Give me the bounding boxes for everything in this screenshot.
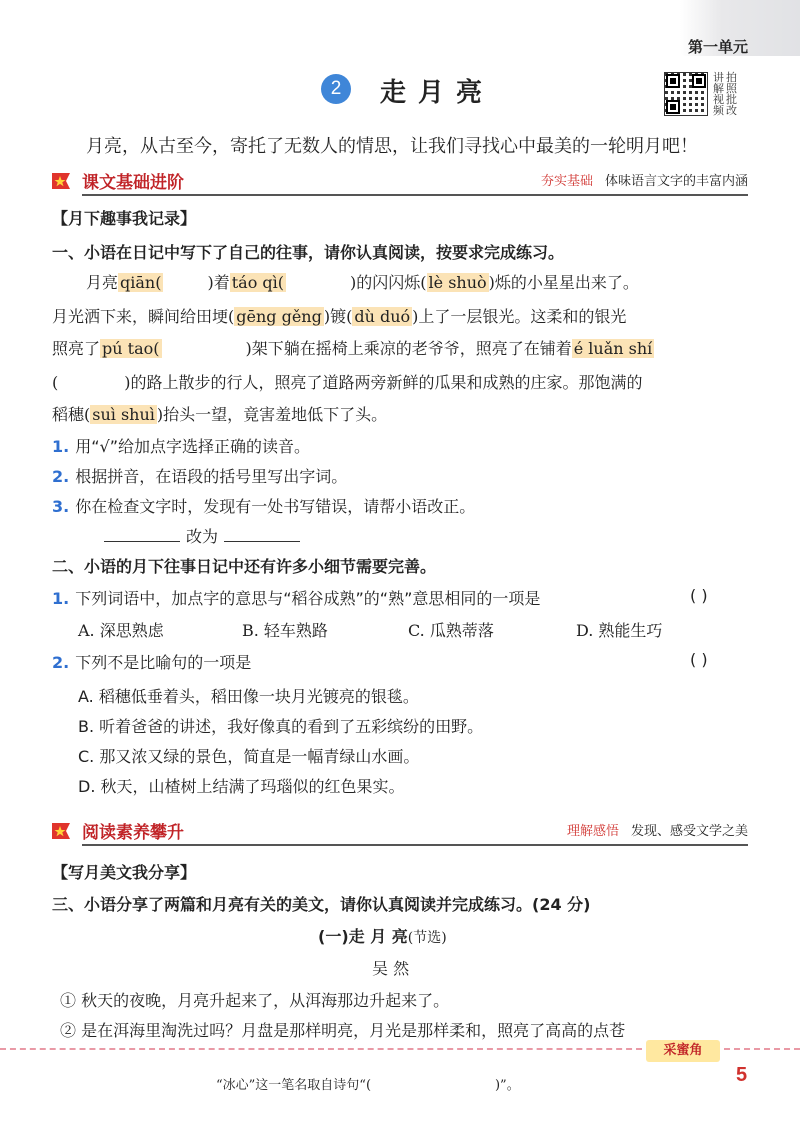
option-d[interactable]: D. 熟能生巧 bbox=[576, 621, 663, 640]
star-flag-icon bbox=[50, 170, 74, 192]
article-author: 吴 然 bbox=[372, 959, 410, 978]
question-2-heading: 二、小语的月下往事日记中还有许多小细节需要完善。 bbox=[52, 557, 437, 576]
sub-question: 2. 根据拼音，在语段的括号里写出字词。 bbox=[52, 467, 348, 486]
question-1-heading: 一、小语在日记中写下了自己的往事，请你认真阅读，按要求完成练习。 bbox=[52, 243, 565, 262]
option-c[interactable]: C. 瓜熟蒂落 bbox=[408, 621, 494, 640]
pinyin-prompt: qiān( bbox=[120, 273, 162, 292]
article-title: (一)走 月 亮(节选) bbox=[318, 927, 447, 946]
reading-choice: suì shuì bbox=[92, 405, 155, 424]
article-paragraph-2: ② 是在洱海里淘洗过吗？月盘是那样明亮，月光是那样柔和，照亮了高高的点苍 bbox=[60, 1021, 626, 1040]
pinyin-prompt: é luǎn shí bbox=[573, 339, 653, 358]
footer-divider bbox=[724, 1048, 800, 1050]
pinyin-prompt: táo qì( bbox=[231, 273, 285, 292]
reading-choice: lè shuò bbox=[428, 273, 487, 292]
lesson-title: 走月亮 bbox=[380, 78, 495, 108]
reading-choice: dù duó bbox=[354, 307, 411, 326]
topic-tag: 【月下趣事我记录】 bbox=[52, 209, 197, 228]
pinyin-prompt: pú tao( bbox=[102, 339, 160, 358]
diary-line-4: ( )的路上散步的行人，照亮了道路两旁新鲜的瓜果和成熟的庄家。那饱满的 bbox=[52, 373, 643, 392]
sub-question: 1. 下列词语中，加点字的意思与“稻谷成熟”的“熟”意思相同的一项是 bbox=[52, 589, 541, 608]
sub-question: 3. 你在检查文字时，发现有一处书写错误，请帮小语改正。 bbox=[52, 497, 476, 516]
qr-code-icon[interactable] bbox=[664, 72, 708, 116]
diary-line-1: 月亮 qiān( )着 táo qì( )的闪闪烁( lè shuò )烁的小星星出来了。 bbox=[86, 273, 639, 292]
correction-answer-line[interactable]: 改为 bbox=[104, 524, 300, 547]
option-a[interactable]: A. 深思熟虑 bbox=[78, 621, 164, 640]
section-header-reading bbox=[48, 818, 748, 846]
unit-label: 第一单元 bbox=[688, 38, 749, 56]
star-flag-icon bbox=[50, 820, 74, 842]
option-b[interactable]: B. 轻车熟路 bbox=[242, 621, 328, 640]
option-a[interactable]: A. 稻穗低垂着头，稻田像一块月光镀亮的银毯。 bbox=[78, 687, 419, 706]
sub-question: 1. 用“√”给加点字选择正确的读音。 bbox=[52, 437, 310, 456]
section-title: 阅读素养攀升 bbox=[82, 823, 184, 843]
footer-note: “冰心”这一笔名取自诗句“( )”。 bbox=[216, 1078, 520, 1093]
section-divider bbox=[82, 194, 748, 196]
diary-line-3: 照亮了 pú tao( )架下躺在摇椅上乘凉的老爷爷，照亮了在铺着 é luǎn shí bbox=[52, 339, 653, 358]
option-d[interactable]: D. 秋天，山楂树上结满了玛瑙似的红色果实。 bbox=[78, 777, 405, 796]
option-b[interactable]: B. 听着爸爸的讲述，我好像真的看到了五彩缤纷的田野。 bbox=[78, 717, 484, 736]
intro-text: 月亮，从古至今，寄托了无数人的情思，让我们寻找心中最美的一轮明月吧！ bbox=[86, 136, 698, 157]
section-divider bbox=[82, 844, 748, 846]
section-header-basics bbox=[48, 168, 748, 196]
lesson-number-badge: 2 bbox=[321, 74, 351, 104]
answer-paren[interactable]: ( ) bbox=[690, 650, 708, 669]
section-title: 课文基础进阶 bbox=[82, 173, 184, 193]
section-subtitle: 理解感悟 发现、感受文学之美 bbox=[566, 824, 748, 839]
footer-divider bbox=[0, 1048, 642, 1050]
topic-tag: 【写月美文我分享】 bbox=[52, 863, 197, 882]
option-c[interactable]: C. 那又浓又绿的景色，简直是一幅青绿山水画。 bbox=[78, 747, 420, 766]
section-subtitle: 夯实基础 体味语言文字的丰富内涵 bbox=[540, 174, 748, 189]
honey-corner-tag: 采蜜角 bbox=[646, 1040, 720, 1062]
article-paragraph-1: ① 秋天的夜晚，月亮升起来了，从洱海那边升起来了。 bbox=[60, 991, 450, 1010]
reading-choice: gēng gěng bbox=[236, 307, 322, 326]
diary-line-5: 稻穗( suì shuì )抬头一望，竟害羞地低下了头。 bbox=[52, 405, 388, 424]
page-number: 5 bbox=[736, 1064, 748, 1086]
sub-question: 2. 下列不是比喻句的一项是 bbox=[52, 653, 252, 672]
diary-line-2: 月光洒下来，瞬间给田埂( gēng gěng )镀( dù duó )上了一层银光。这柔和的银光 bbox=[52, 307, 627, 326]
question-3-heading: 三、小语分享了两篇和月亮有关的美文，请你认真阅读并完成练习。(24 分) bbox=[52, 895, 591, 914]
qr-caption: 讲 拍 解 照 视 批 频 改 bbox=[713, 71, 737, 117]
answer-paren[interactable]: ( ) bbox=[690, 586, 708, 605]
